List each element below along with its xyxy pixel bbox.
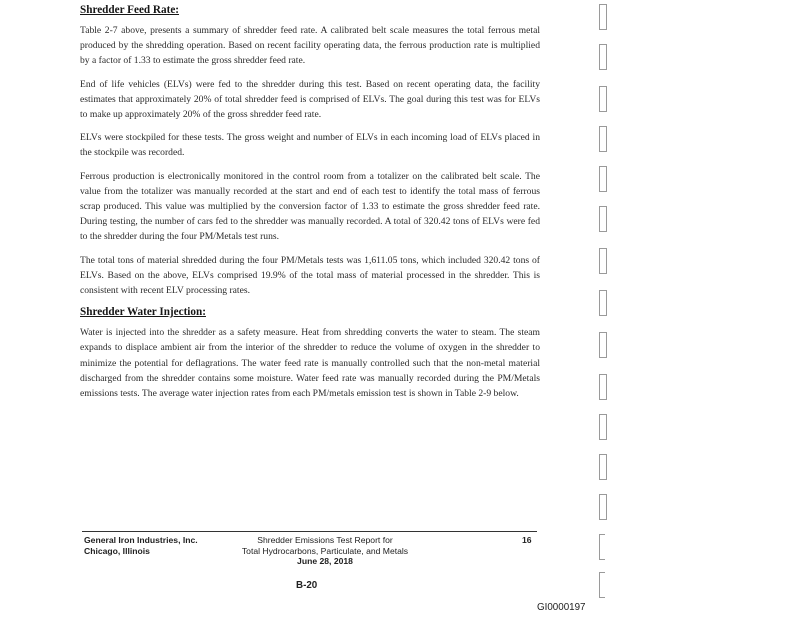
margin-bracket-mark [599,86,607,112]
margin-bracket-mark [599,414,607,440]
appendix-page-number: B-20 [296,580,318,591]
footer-company: General Iron Industries, Inc. [84,535,198,545]
margin-bracket-mark [599,332,607,358]
margin-bracket-mark [599,4,607,30]
paragraph: ELVs were stockpiled for these tests. The gross weight and number of ELVs in each incoming load of ELVs placed in the stockpile was recorded. [80,132,540,159]
margin-bracket-mark [599,44,607,70]
footer-divider [82,531,537,532]
margin-bracket-mark [599,126,607,152]
section-heading-water-injection: Shredder Water Injection: [80,306,206,319]
paragraph: Table 2-7 above, presents a summary of shredder feed rate. A calibrated belt scale measures the total ferrous metal produced by the shredding operation. Based on recent facility operating data, the ferrous production rate is multiplied by a factor of 1.33 to estimate the gross shredder feed rate. [80,25,540,67]
paragraph: Water is injected into the shredder as a safety measure. Heat from shredding converts the water to steam. The steam expands to displace ambient air from the interior of the shredder to reduce the volume of oxygen in the shredder to minimize the potential for deflagrations. The water feed rate is manually controlled such that the non-metal material discharged from the shredder contains some moisture. Water feed rate was manually recorded during the PM/Metals emissions tests. The average water injection rates from each PM/metals emission test is shown in Table 2-9 below. [80,327,540,400]
footer-company-block [84,535,198,556]
margin-bracket-mark [599,494,607,520]
margin-bracket-mark [599,374,607,400]
margin-bracket-mark [599,248,607,274]
margin-bracket-mark [599,290,607,316]
margin-bracket-mark [599,454,607,480]
section-heading-feed-rate: Shredder Feed Rate: [80,4,180,16]
margin-bracket-mark [599,534,605,560]
footer-report-line1: Shredder Emissions Test Report for [257,535,393,545]
margin-bracket-mark [599,572,605,598]
footer-report-title [222,535,428,567]
footer-location: Chicago, Illinois [84,545,150,556]
paragraph: The total tons of material shredded during the four PM/Metals tests was 1,611.05 tons, which included 320.42 tons of ELVs. Based on the above, ELVs comprised 19.9% of the total mass of material processed in the shredder. This is consistent with recent ELV processing rates. [80,254,540,297]
margin-bracket-mark [599,166,607,192]
footer-page-number: 16 [522,535,532,545]
bates-number: GI0000197 [537,602,586,613]
margin-bracket-mark [599,206,607,232]
footer-report-line2: Total Hydrocarbons, Particulate, and Metals [241,545,409,556]
paragraph: Ferrous production is electronically monitored in the control room from a totalizer on the calibrated belt scale. The value from the totalizer was manually recorded at the start and end of each test to identify the total mass of ferrous scrap produced. This value was multiplied by the conversion factor of 1.33 to estimate the gross shredder feed rate. During testing, the number of cars fed to the shredder was manually recorded. A total of 320.42 tons of ELVs were fed to the shredder during the four PM/Metals test runs. [80,170,540,243]
document-body [80,4,540,409]
footer-date: June 28, 2018 [297,556,353,566]
paragraph: End of life vehicles (ELVs) were fed to the shredder during this test. Based on recent operating data, the facility estimates that approximately 20% of total shredder feed is comprised of ELVs. The goal during this test was for ELVs to make up approximately 20% of the gross shredder feed rate. [80,78,540,121]
